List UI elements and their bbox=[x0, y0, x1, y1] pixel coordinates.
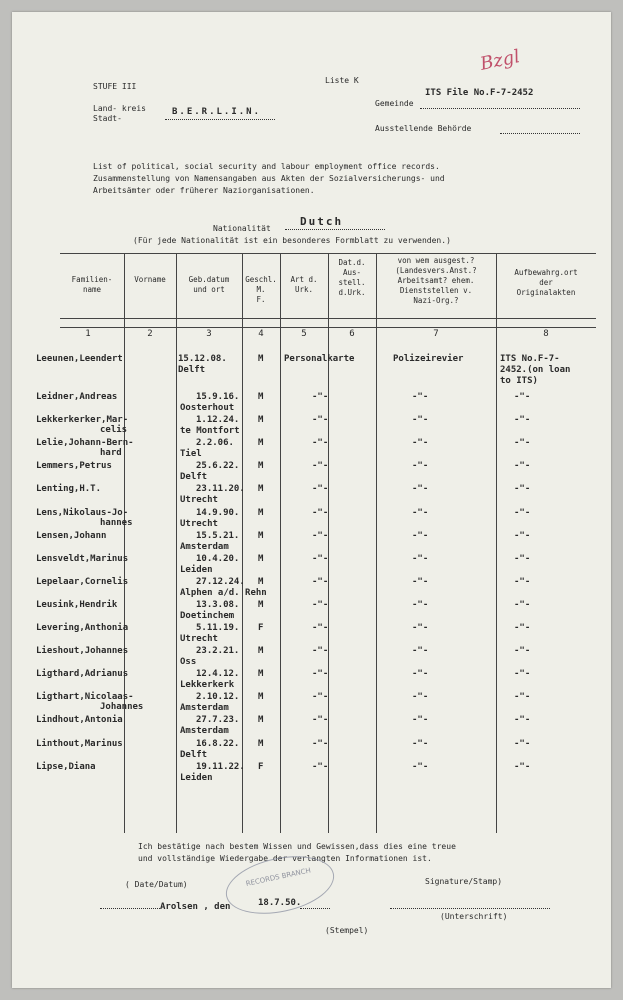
row-name: Lenting,H.T. bbox=[36, 484, 102, 494]
row-ditto-storage: -"- bbox=[514, 531, 531, 541]
row-ditto-issuer: -"- bbox=[412, 508, 429, 518]
stufe-label: STUFE III bbox=[93, 82, 137, 91]
row-name: Lekkerkerker,Mar- bbox=[36, 415, 129, 425]
row-birth-date: 13.3.08. bbox=[196, 600, 240, 610]
row-ditto-issuer: -"- bbox=[412, 531, 429, 541]
row-ditto-issuer: -"- bbox=[412, 692, 429, 702]
stamp-text: RECORDS BRANCH bbox=[245, 866, 312, 888]
nationality-line bbox=[285, 229, 385, 230]
ausstellende-line bbox=[500, 133, 580, 134]
row-sex: M bbox=[258, 600, 264, 610]
row-birth-date: 15.9.16. bbox=[196, 392, 240, 402]
row-birth-date: 27.7.23. bbox=[196, 715, 240, 725]
col-number-8: 8 bbox=[543, 329, 549, 339]
row-name: Leeunen,Leendert bbox=[36, 354, 123, 364]
col-number-3: 3 bbox=[206, 329, 212, 339]
row-ditto-issuer: -"- bbox=[412, 739, 429, 749]
liste-label: Liste K bbox=[325, 76, 359, 85]
row-sex: M bbox=[258, 415, 264, 425]
row-ditto-storage: -"- bbox=[514, 739, 531, 749]
row-sex: M bbox=[258, 531, 264, 541]
kreis-name: B.E.R.L.I.N. bbox=[172, 107, 262, 117]
col-number-4: 4 bbox=[258, 329, 264, 339]
date-value: 18.7.50. bbox=[258, 898, 302, 908]
intro-line-3: Arbeitsämter oder früherer Naziorganisationen. bbox=[93, 186, 315, 195]
col-header-geburt: Geb.datum und ort bbox=[188, 275, 230, 294]
row-name: Leusink,Hendrik bbox=[36, 600, 118, 610]
row-birth-place: Leiden bbox=[180, 565, 213, 575]
row-sex: M bbox=[258, 692, 264, 702]
row-ditto-storage: -"- bbox=[514, 554, 531, 564]
certification-line-2: und vollständige Wiedergabe der verlangten Informationen ist. bbox=[138, 854, 432, 863]
row-birth-place: Amsterdam bbox=[180, 726, 229, 736]
col-header-art: Art d. Urk. bbox=[290, 275, 318, 294]
row-ditto-storage: -"- bbox=[514, 669, 531, 679]
row-ditto-storage: -"- bbox=[514, 392, 531, 402]
row-ditto-storage: -"- bbox=[514, 461, 531, 471]
row-ditto-document-type: -"- bbox=[312, 484, 329, 494]
row-birth-date: 14.9.90. bbox=[196, 508, 240, 518]
nationality-label: Nationalität bbox=[213, 224, 271, 233]
nationality-note: (Für jede Nationalität ist ein besonderes Formblatt zu verwenden.) bbox=[133, 236, 451, 245]
row-sex: M bbox=[258, 354, 264, 364]
nationality-value: Dutch bbox=[300, 215, 344, 228]
col-divider-3 bbox=[242, 253, 243, 833]
handwritten-mark: Bzgl bbox=[478, 46, 522, 75]
row-name: Lensveldt,Marinus bbox=[36, 554, 129, 564]
row-sex: M bbox=[258, 438, 264, 448]
row-ditto-document-type: -"- bbox=[312, 669, 329, 679]
row-birth-date: 23.2.21. bbox=[196, 646, 240, 656]
row-ditto-document-type: -"- bbox=[312, 715, 329, 725]
row-birth-place: te Montfort bbox=[180, 426, 240, 436]
row-birth-place: Amsterdam bbox=[180, 703, 229, 713]
row-ditto-document-type: -"- bbox=[312, 461, 329, 471]
intro-line-1: List of political, social security and labour employment office records. bbox=[93, 162, 440, 171]
row-ditto-document-type: -"- bbox=[312, 438, 329, 448]
row-ditto-document-type: -"- bbox=[312, 415, 329, 425]
row-birth-date: 27.12.24. bbox=[196, 577, 245, 587]
row-sex: M bbox=[258, 646, 264, 656]
row-birth-date: 19.11.22. bbox=[196, 762, 245, 772]
col-header-datum: Dat.d. Aus- stell. d.Urk. bbox=[338, 258, 366, 297]
row-birth-place: Doetinchem bbox=[180, 611, 235, 621]
row-name: Leidner,Andreas bbox=[36, 392, 118, 402]
row-ditto-document-type: -"- bbox=[312, 739, 329, 749]
row-birth-date: 2.10.12. bbox=[196, 692, 240, 702]
row-birth-date: 16.8.22. bbox=[196, 739, 240, 749]
row-sex: M bbox=[258, 739, 264, 749]
row-document-type: Personalkarte bbox=[284, 354, 355, 364]
row-birth-date: 15.5.21. bbox=[196, 531, 240, 541]
land-kreis-label: Land- kreis bbox=[93, 104, 146, 113]
row-name: Levering,Anthonia bbox=[36, 623, 129, 633]
row-name-continued: hard bbox=[100, 448, 122, 458]
row-storage-line-1: ITS No.F-7- bbox=[500, 354, 560, 364]
col-header-vorname: Vorname bbox=[134, 275, 166, 284]
row-sex: M bbox=[258, 669, 264, 679]
col-number-5: 5 bbox=[301, 329, 307, 339]
row-name: Lieshout,Johannes bbox=[36, 646, 129, 656]
row-birth-date: 15.12.08. bbox=[178, 354, 227, 364]
row-name: Lelie,Johann-Bern- bbox=[36, 438, 134, 448]
row-birth-date: 10.4.20. bbox=[196, 554, 240, 564]
row-sex: M bbox=[258, 484, 264, 494]
row-sex: F bbox=[258, 623, 264, 633]
col-header-geschlecht: Geschl. M. F. bbox=[245, 275, 277, 304]
row-birth-place: Utrecht bbox=[180, 634, 218, 644]
row-birth-place: Delft bbox=[180, 750, 208, 760]
col-divider-4 bbox=[280, 253, 281, 833]
gemeinde-label: Gemeinde bbox=[375, 99, 414, 108]
row-birth-date: 1.12.24. bbox=[196, 415, 240, 425]
row-birth-place: Oosterhout bbox=[180, 403, 235, 413]
row-ditto-document-type: -"- bbox=[312, 508, 329, 518]
row-ditto-issuer: -"- bbox=[412, 762, 429, 772]
row-ditto-storage: -"- bbox=[514, 508, 531, 518]
row-storage-line-2: 2452.(on loan bbox=[500, 365, 571, 375]
row-birth-date: 25.6.22. bbox=[196, 461, 240, 471]
row-ditto-storage: -"- bbox=[514, 762, 531, 772]
row-birth-date: 5.11.19. bbox=[196, 623, 240, 633]
row-birth-place: Utrecht bbox=[180, 495, 218, 505]
row-ditto-issuer: -"- bbox=[412, 415, 429, 425]
col-divider-1 bbox=[124, 253, 125, 833]
row-ditto-document-type: -"- bbox=[312, 623, 329, 633]
row-ditto-issuer: -"- bbox=[412, 484, 429, 494]
row-name: Lindhout,Antonia bbox=[36, 715, 123, 725]
row-birth-place: Tiel bbox=[180, 449, 202, 459]
row-ditto-document-type: -"- bbox=[312, 600, 329, 610]
date-label: ( Date/Datum) bbox=[125, 880, 188, 889]
row-birth-date: 12.4.12. bbox=[196, 669, 240, 679]
row-ditto-storage: -"- bbox=[514, 623, 531, 633]
row-ditto-issuer: -"- bbox=[412, 600, 429, 610]
row-ditto-document-type: -"- bbox=[312, 762, 329, 772]
row-name-continued: celis bbox=[100, 425, 128, 435]
row-ditto-issuer: -"- bbox=[412, 577, 429, 587]
col-header-von-wem: von wem ausgest.? (Landesvers.Anst.? Arbeitsamt? ehem. Dienststellen v. Nazi-Org.? bbox=[395, 256, 477, 305]
row-name-continued: Johannes bbox=[100, 702, 144, 712]
row-name: Lens,Nikolaus-Jo- bbox=[36, 508, 129, 518]
row-ditto-document-type: -"- bbox=[312, 646, 329, 656]
ausstellende-label: Ausstellende Behörde bbox=[375, 124, 472, 133]
date-line-right bbox=[300, 908, 330, 909]
row-birth-place: Utrecht bbox=[180, 519, 218, 529]
gemeinde-line bbox=[420, 108, 580, 109]
col-number-2: 2 bbox=[147, 329, 153, 339]
row-sex: M bbox=[258, 461, 264, 471]
row-ditto-issuer: -"- bbox=[412, 623, 429, 633]
stadt-label: Stadt- bbox=[93, 114, 122, 123]
row-sex: M bbox=[258, 392, 264, 402]
row-ditto-issuer: -"- bbox=[412, 554, 429, 564]
row-ditto-storage: -"- bbox=[514, 484, 531, 494]
intro-line-2: Zusammenstellung von Namensangaben aus Akten der Sozialversicherungs- und bbox=[93, 174, 445, 183]
row-birth-place: Amsterdam bbox=[180, 542, 229, 552]
row-name: Lepelaar,Cornelis bbox=[36, 577, 129, 587]
row-ditto-issuer: -"- bbox=[412, 715, 429, 725]
row-ditto-issuer: -"- bbox=[412, 438, 429, 448]
col-header-aufbewahrung: Aufbewahrg.ort der Originalakten bbox=[514, 268, 578, 297]
row-ditto-issuer: -"- bbox=[412, 669, 429, 679]
row-ditto-document-type: -"- bbox=[312, 577, 329, 587]
row-ditto-storage: -"- bbox=[514, 692, 531, 702]
row-birth-place: Leiden bbox=[180, 773, 213, 783]
signature-line bbox=[390, 908, 550, 909]
kreis-line bbox=[165, 119, 275, 120]
row-storage-line-3: to ITS) bbox=[500, 376, 538, 386]
row-name: Ligthart,Nicolaas- bbox=[36, 692, 134, 702]
row-name: Lensen,Johann bbox=[36, 531, 107, 541]
col-divider-2 bbox=[176, 253, 177, 833]
col-divider-6 bbox=[376, 253, 377, 833]
row-issuer: Polizeirevier bbox=[393, 354, 464, 364]
row-birth-place: Delft bbox=[180, 472, 208, 482]
row-sex: F bbox=[258, 762, 264, 772]
row-ditto-issuer: -"- bbox=[412, 646, 429, 656]
row-ditto-issuer: -"- bbox=[412, 461, 429, 471]
its-file-number: ITS File No.F-7-2452 bbox=[425, 88, 534, 98]
col-divider-7 bbox=[496, 253, 497, 833]
row-birth-place: Lekkerkerk bbox=[180, 680, 235, 690]
stempel-label: (Stempel) bbox=[325, 926, 369, 935]
date-line-left bbox=[100, 908, 160, 909]
row-ditto-document-type: -"- bbox=[312, 531, 329, 541]
row-ditto-document-type: -"- bbox=[312, 392, 329, 402]
row-sex: M bbox=[258, 715, 264, 725]
row-ditto-storage: -"- bbox=[514, 600, 531, 610]
col-number-1: 1 bbox=[85, 329, 91, 339]
row-ditto-storage: -"- bbox=[514, 438, 531, 448]
row-birth-place: Oss bbox=[180, 657, 197, 667]
place-date-label: Arolsen , den bbox=[160, 902, 231, 912]
row-name: Linthout,Marinus bbox=[36, 739, 123, 749]
row-birth-date: 23.11.20. bbox=[196, 484, 245, 494]
row-birth-place: Alphen a/d. Rehn bbox=[180, 588, 267, 598]
row-sex: M bbox=[258, 508, 264, 518]
row-birth-date: 2.2.06. bbox=[196, 438, 234, 448]
unterschrift-label: (Unterschrift) bbox=[440, 912, 508, 921]
row-ditto-document-type: -"- bbox=[312, 554, 329, 564]
col-number-6: 6 bbox=[349, 329, 355, 339]
row-ditto-document-type: -"- bbox=[312, 692, 329, 702]
col-header-familienname: Familien- name bbox=[71, 275, 113, 294]
row-sex: M bbox=[258, 577, 264, 587]
signature-label: Signature/Stamp) bbox=[425, 877, 503, 886]
row-ditto-storage: -"- bbox=[514, 646, 531, 656]
row-ditto-storage: -"- bbox=[514, 415, 531, 425]
col-number-7: 7 bbox=[433, 329, 439, 339]
row-ditto-storage: -"- bbox=[514, 577, 531, 587]
row-name: Lemmers,Petrus bbox=[36, 461, 112, 471]
row-ditto-issuer: -"- bbox=[412, 392, 429, 402]
row-name-continued: hannes bbox=[100, 518, 133, 528]
row-ditto-storage: -"- bbox=[514, 715, 531, 725]
row-birth-place: Delft bbox=[178, 365, 206, 375]
certification-line-1: Ich bestätige nach bestem Wissen und Gewissen,dass dies eine treue bbox=[138, 842, 456, 851]
row-name: Lipse,Diana bbox=[36, 762, 96, 772]
row-name: Ligthard,Adrianus bbox=[36, 669, 129, 679]
row-sex: M bbox=[258, 554, 264, 564]
